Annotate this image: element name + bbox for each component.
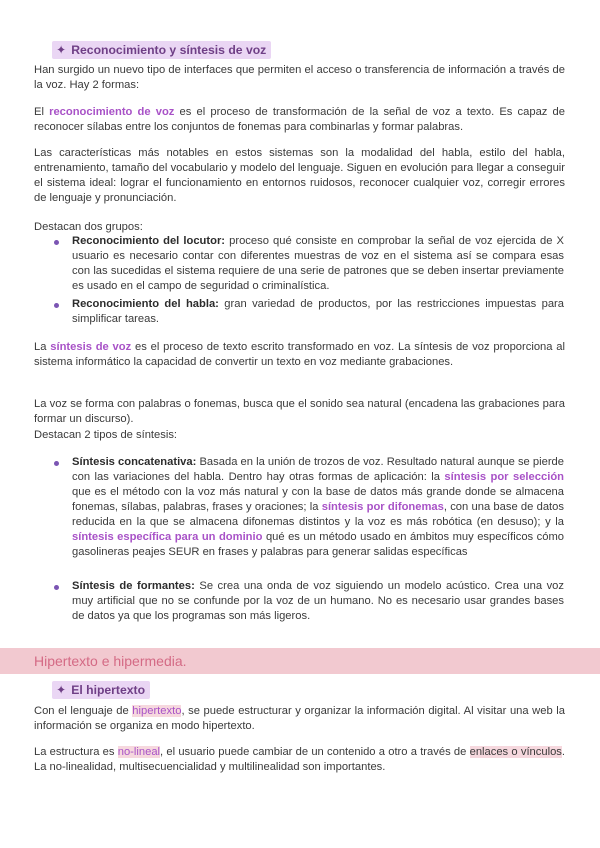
types-intro: Destacan 2 tipos de síntesis: [34,429,178,441]
star-bullet-icon: ✦ [56,683,67,697]
keyword-sintesis: síntesis de voz [50,341,132,353]
recognition-paragraph: El reconocimiento de voz es el proceso de transformación de la señal de voz a texto. Es capaz de reconocer sílabas entre los conjuntos de fonemas para combinarlas y formar palabras. [34,106,565,133]
section-band-hipertexto [0,648,600,674]
groups-intro: Destacan dos grupos: [34,221,143,233]
keyword-reconocimiento: reconocimiento de voz [49,106,175,118]
star-bullet-icon: ✦ [56,43,67,57]
section-title: Hipertexto e hipermedia. [34,653,187,669]
dot-bullet-icon [54,461,59,466]
dot-bullet-icon [54,303,59,308]
keyword-no-lineal: no-lineal [117,746,161,758]
highlight-enlaces: enlaces o vínculos [469,746,562,758]
synthesis-paragraph: La síntesis de voz es el proceso de texto escrito transformado en voz. La síntesis de voz proporciona al sistema informático la capacidad de convertir un texto en voz mediante grabaciones. [34,341,565,368]
intro-paragraph: Han surgido un nuevo tipo de interfaces que permiten el acceso o transferencia de información a través de la voz. Hay 2 formas: [34,64,565,91]
list-item-locutor: Reconocimiento del locutor: proceso qué consiste en comprobar la señal de voz ejercida de X usuario es necesario contar con diferentes muestras de voz en el sistema así se compara esas con las sucedidas el sistema requiere de una serie de patrones que se deben insertar previamente es usado en el campo de seguridad o criminalística. [72,235,564,292]
dot-bullet-icon [54,585,59,590]
section-heading-voz: ✦ Reconocimiento y síntesis de voz [52,41,271,59]
subheading-hipertexto: ✦ El hipertexto [52,681,150,699]
list-item-formantes: Síntesis de formantes: Se crea una onda de voz siguiendo un modelo acústico. Crea una voz muy artificial que no se confunde por la voz de un humano. No es necesario usar grandes bases de datos ya que los programas son más ligeros. [72,580,564,622]
keyword-difonemas: síntesis por difonemas [321,501,444,513]
keyword-seleccion: síntesis por selección [444,471,564,483]
list-item-concatenativa: Síntesis concatenativa: Basada en la unión de trozos de voz. Resultado natural aunque se pierde con las variaciones del habla. Dentro hay otras formas de aplicación: la síntesis por selección que es el método con la voz más natural y con la base de datos más grande donde se almacena fonemas, sílabas, palabras, frases y oraciones; la síntesis por difonemas, con una base de datos reducida en la que se almacena difonemas distintos y la voz es más robótica (en desuso); y la síntesis específica para un dominio qué es un método usado en ámbitos muy específicos cómo gasolineras peajes SEUR en frases y palabras para generar salidas específicas [72,456,564,558]
list-item-habla: Reconocimiento del habla: gran variedad de productos, por las restricciones impuestas para simplificar tareas. [72,298,564,325]
dot-bullet-icon [54,240,59,245]
features-paragraph: Las características más notables en estos sistemas son la modalidad del habla, estilo del habla, entrenamiento, tamaño del vocabulario y modelo del lenguaje. Siguen en evolución para llegar a conseguir el sistema ideal: lograr el funcionamiento en entornos ruidosos, reconocer cualquier voz, corregir errores de lenguaje y pronunciación. [34,147,565,204]
keyword-hipertexto: hipertexto [132,705,182,717]
hypertext-paragraph-1: Con el lenguaje de hipertexto, se puede estructurar y organizar la información digital. Al visitar una web la información se organiza en modo hipertexto. [34,705,565,732]
keyword-dominio: síntesis específica para un dominio [72,531,263,543]
voice-formation-paragraph: La voz se forma con palabras o fonemas, busca que el sonido sea natural (encadena las grabaciones para formar un discurso). [34,398,565,425]
hypertext-paragraph-2: La estructura es no-lineal, el usuario puede cambiar de un contenido a otro a través de enlaces o vínculos. La no-linealidad, multisecuencialidad y multilinealidad son importantes. [34,746,566,773]
